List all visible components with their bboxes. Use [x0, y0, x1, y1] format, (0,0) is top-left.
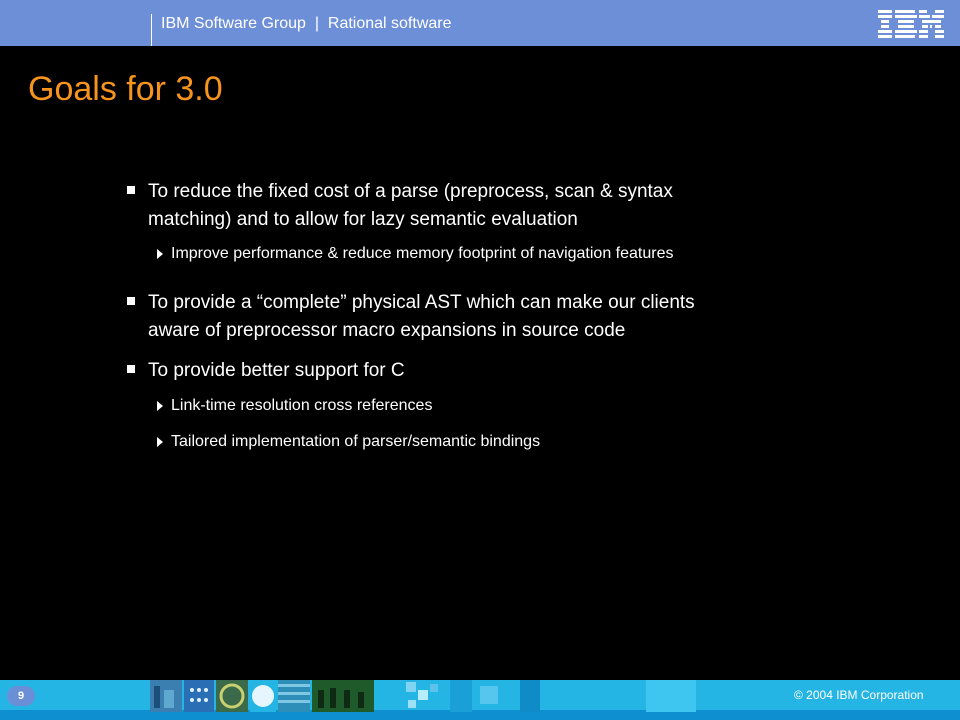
- bullet-2-line-1: To provide a “complete” physical AST which can make our clients: [148, 292, 695, 313]
- bullet-1-line-2: matching) and to allow for lazy semantic evaluation: [148, 209, 578, 230]
- bullet-1-line-1: To reduce the fixed cost of a parse (preprocess, scan & syntax: [148, 181, 673, 202]
- header-divider: [151, 14, 152, 46]
- sub-bullet-3-2: Tailored implementation of parser/semantic bindings: [171, 433, 541, 450]
- sub-bullet-arrow-icon: [157, 249, 163, 259]
- bullet-2-line-2: aware of preprocessor macro expansions in source code: [148, 320, 626, 341]
- sub-bullet-1-1: Improve performance & reduce memory footprint of navigation features: [171, 245, 674, 262]
- copyright: © 2004 IBM Corporation: [794, 688, 924, 702]
- slide-title: Goals for 3.0: [28, 70, 223, 108]
- bullet-3-line-1: To provide better support for C: [148, 360, 405, 381]
- sub-bullet-3-1: Link-time resolution cross references: [171, 397, 433, 414]
- header-title: IBM Software Group | Rational software: [161, 15, 452, 32]
- ibm-logo: [878, 9, 944, 39]
- header-bar: [0, 0, 960, 46]
- sub-bullet-arrow-icon: [157, 437, 163, 447]
- bullet-square-icon: [127, 186, 135, 194]
- page-number: 9: [7, 686, 35, 706]
- bullet-square-icon: [127, 365, 135, 373]
- sub-bullet-arrow-icon: [157, 401, 163, 411]
- bullet-square-icon: [127, 297, 135, 305]
- footer-image-mosaic: [150, 680, 700, 712]
